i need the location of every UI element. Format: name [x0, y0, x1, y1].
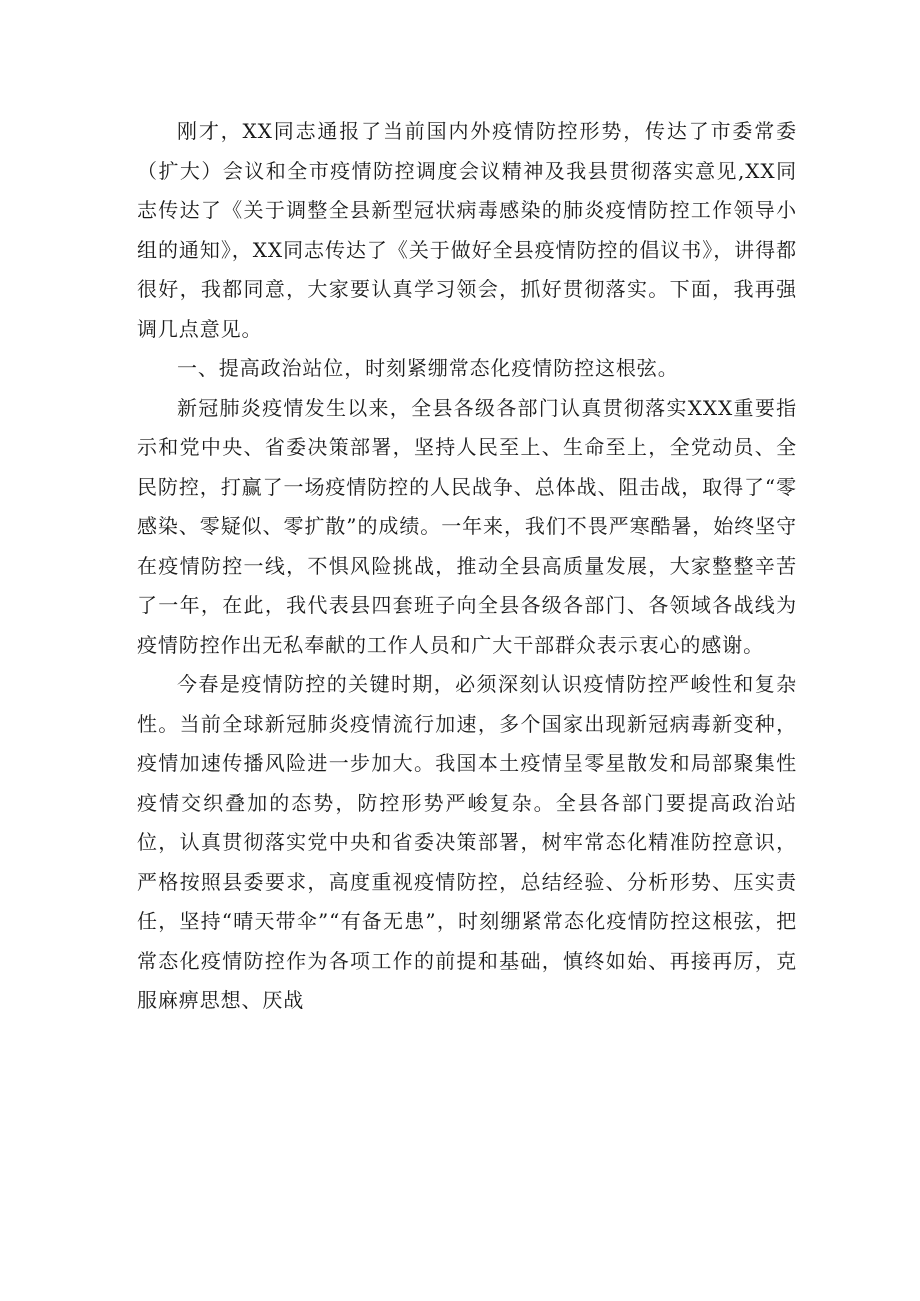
paragraph-achievements: 新冠肺炎疫情发生以来，全县各级各部门认真贯彻落实XXX重要指示和党中央、省委决策部署，坚持人民至上、生命至上，全党动员、全民防控，打赢了一场疫情防控的人民战争、总体战、阻击战，取得了“零感染、零疑似、零扩散”的成绩。一年来，我们不畏严寒酷暑，始终坚守在疫情防控一线，不惧风险挑战，推动全县高质量发展，大家整整辛苦了一年，在此，我代表县四套班子向全县各级各部门、各领域各战线为疫情防控作出无私奉献的工作人员和广大干部群众表示衷心的感谢。	[137, 395, 797, 657]
paragraph-intro: 刚才，XX同志通报了当前国内外疫情防控形势，传达了市委常委（扩大）会议和全市疫情防控调度会议精神及我县贯彻落实意见,XX同志传达了《关于调整全县新型冠状病毒感染的肺炎疫情防控工作领导小组的通知》，XX同志传达了《关于做好全县疫情防控的倡议书》，讲得都很好，我都同意，大家要认真学习领会，抓好贯彻落实。下面，我再强调几点意见。	[137, 119, 797, 341]
section-heading-1: 一、提高政治站位，时刻紧绷常态化疫情防控这根弦。	[177, 356, 679, 380]
document-body	[137, 112, 797, 1021]
paragraph-situation: 今春是疫情防控的关键时期，必须深刻认识疫情防控严峻性和复杂性。当前全球新冠肺炎疫情流行加速，多个国家出现新冠病毒新变种，疫情加速传播风险进一步加大。我国本土疫情呈零星散发和局部聚集性疫情交织叠加的态势，防控形势严峻复杂。全县各部门要提高政治站位，认真贯彻落实党中央和省委决策部署，树牢常态化精准防控意识，严格按照县委要求，高度重视疫情防控，总结经验、分析形势、压实责任，坚持“晴天带伞”“有备无患”，时刻绷紧常态化疫情防控这根弦，把常态化疫情防控作为各项工作的前提和基础，慎终如始、再接再厉，克服麻痹思想、厌战	[137, 672, 797, 1012]
